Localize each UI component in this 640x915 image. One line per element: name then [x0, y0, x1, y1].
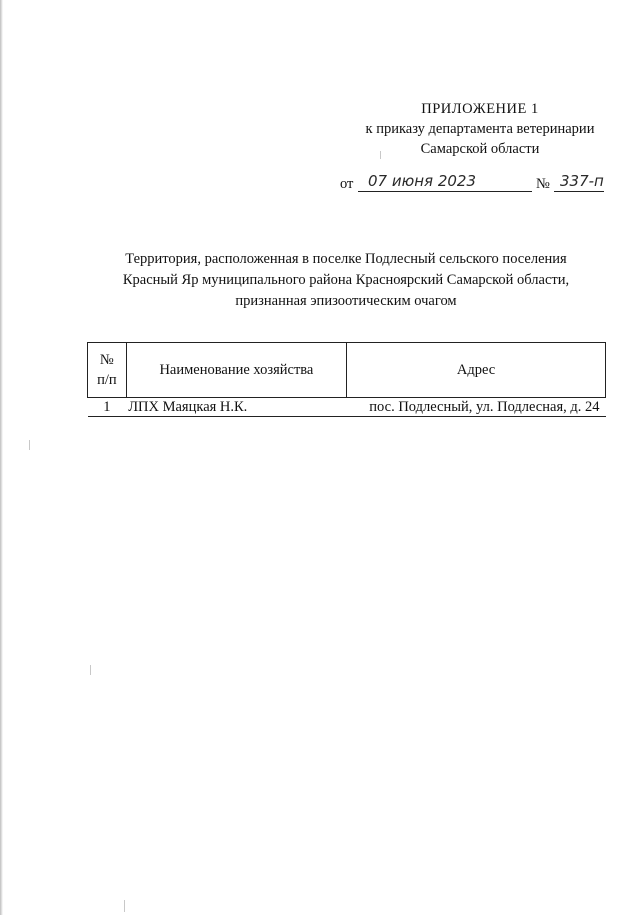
table-row: [88, 398, 606, 417]
document-title: [90, 249, 602, 312]
order-date-handwritten: 07 июня 2023: [358, 172, 532, 192]
appendix-title: ПРИЛОЖЕНИЕ 1: [421, 101, 539, 117]
order-number-handwritten: 337-п: [554, 172, 604, 192]
cell-number: 1: [88, 398, 127, 417]
farms-table: [87, 342, 606, 417]
appendix-line-2: Самарской области: [420, 141, 540, 157]
header-farm-name: Наименование хозяйства: [126, 343, 346, 398]
document-title-line-1: Территория, расположенная в поселке Подлесный сельского поселения: [125, 251, 567, 267]
document-title-line-2: Красный Яр муниципального района Красноярский Самарской области,: [122, 272, 570, 288]
header-address: Адрес: [347, 343, 606, 398]
header-number-symbol: №: [99, 352, 114, 368]
from-label: от: [340, 176, 354, 192]
number-label: №: [536, 176, 550, 192]
table-header-row: [88, 343, 606, 398]
document-title-line-3: признанная эпизоотическим очагом: [235, 293, 457, 309]
appendix-header: [340, 99, 620, 159]
cell-farm-name: ЛПХ Маяцкая Н.К.: [126, 398, 346, 417]
scan-speck: [90, 665, 91, 675]
scan-speck: [29, 440, 30, 450]
appendix-line-1: к приказу департамента ветеринарии: [365, 121, 595, 137]
header-number: [88, 343, 127, 398]
order-reference: [340, 172, 610, 194]
header-number-abbr: п/п: [97, 372, 117, 388]
scan-speck: [124, 900, 125, 912]
scan-edge-shadow: [0, 0, 3, 915]
cell-address: пос. Подлесный, ул. Подлесная, д. 24: [347, 398, 606, 417]
scan-speck: [380, 151, 381, 159]
